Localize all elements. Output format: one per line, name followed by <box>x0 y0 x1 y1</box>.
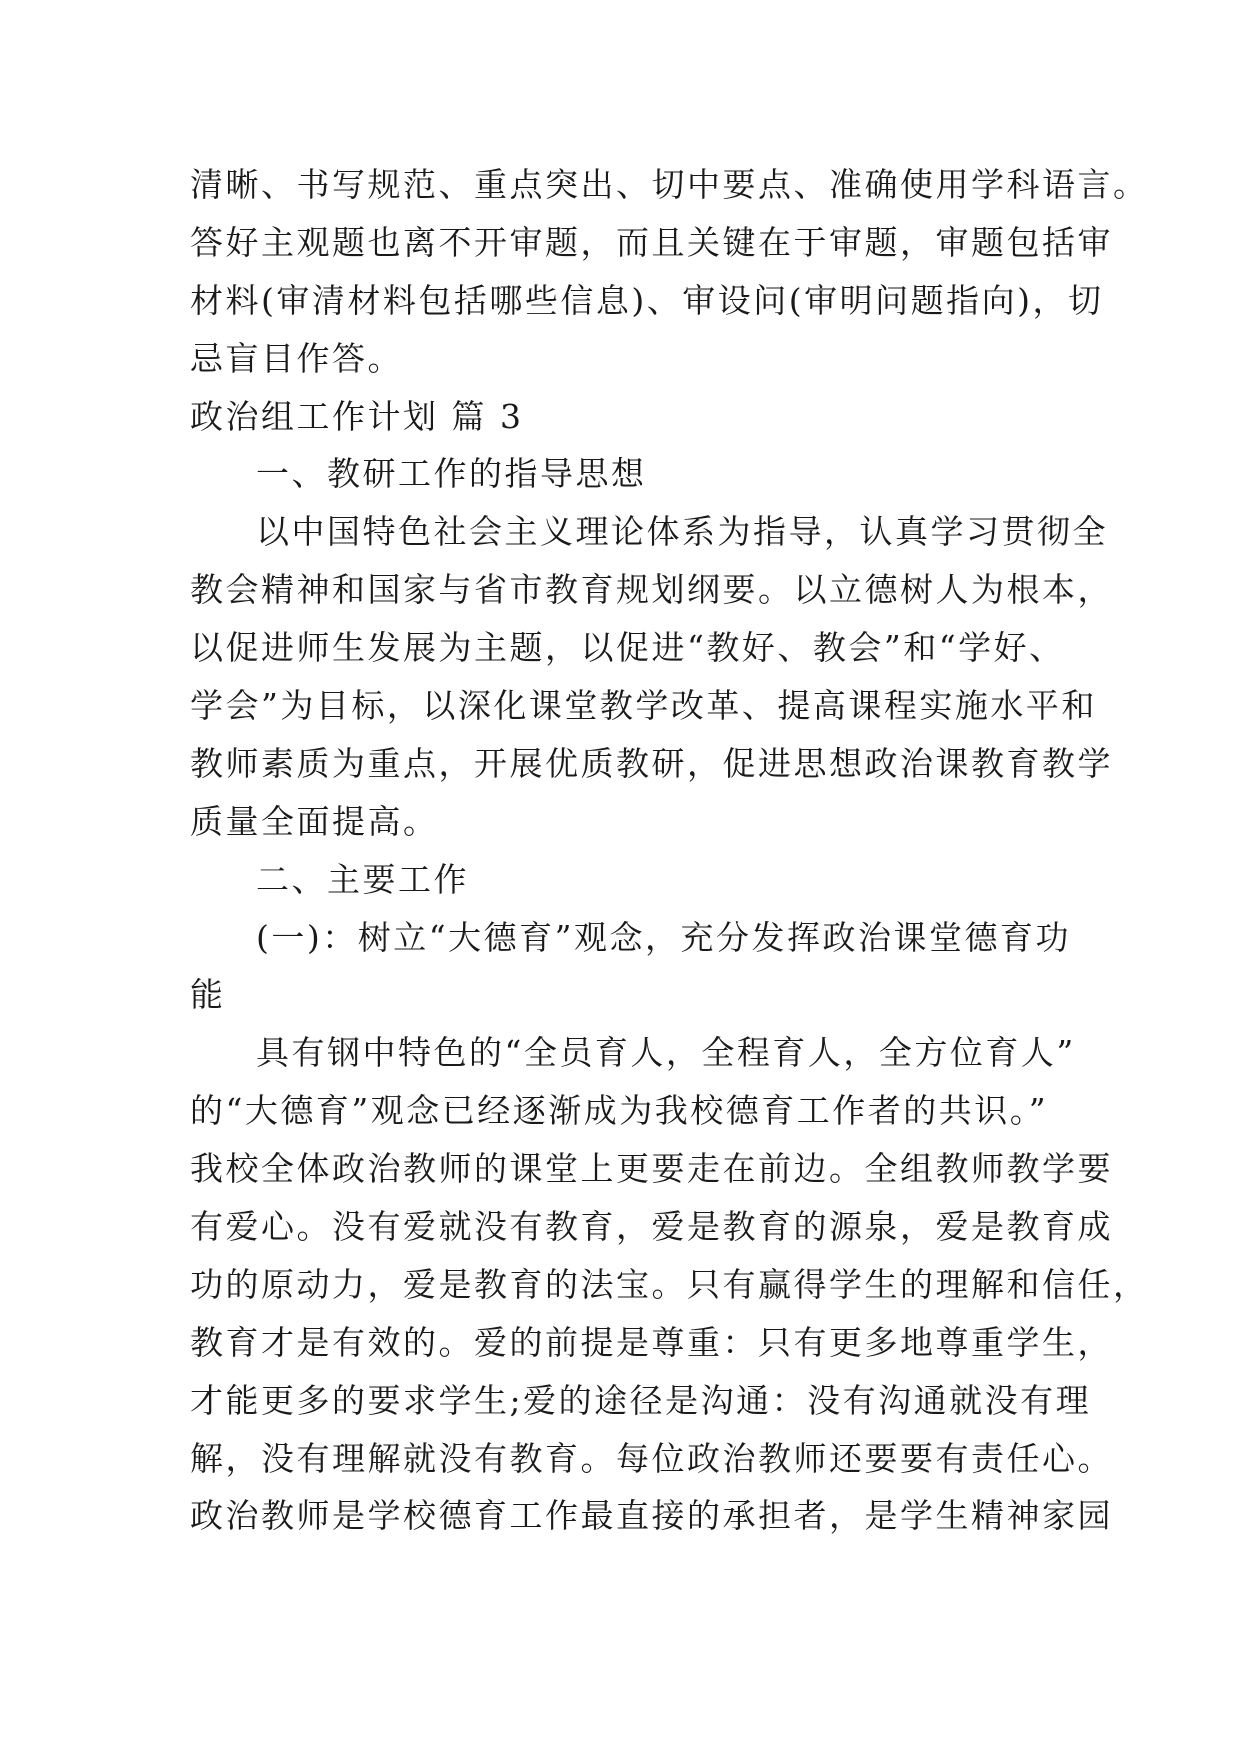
document-line: 材料(审清材料包括哪些信息)、审设问(审明问题指向)，切 <box>190 280 1104 320</box>
document-line: 忌盲目作答。 <box>190 338 403 378</box>
document-line: 解，没有理解就没有教育。每位政治教师还要要有责任心。 <box>190 1438 1113 1478</box>
document-body <box>190 156 1149 1545</box>
document-line: 有爱心。没有爱就没有教育，爱是教育的源泉，爱是教育成 <box>190 1207 1113 1247</box>
document-line: 一、教研工作的指导思想 <box>256 454 647 494</box>
document-line: 教师素质为重点，开展优质教研，促进思想政治课教育教学 <box>190 743 1113 783</box>
document-line: 质量全面提高。 <box>190 801 439 841</box>
document-line: 功的原动力，爱是教育的法宝。只有赢得学生的理解和信任， <box>190 1264 1149 1304</box>
document-line: 学会”为目标，以深化课堂教学改革、提高课程实施水平和 <box>190 686 1097 726</box>
document-line: 二、主要工作 <box>256 859 469 899</box>
document-line: 具有钢中特色的“全员育人，全程育人，全方位育人” <box>256 1033 1076 1073</box>
document-line: 的“大德育”观念已经逐渐成为我校德育工作者的共识。” <box>190 1091 1049 1131</box>
document-line: 以促进师生发展为主题，以促进“教好、教会”和“学好、 <box>190 628 1065 668</box>
document-line: 清晰、书写规范、重点突出、切中要点、准确使用学科语言。 <box>190 165 1149 204</box>
document-line: 政治组工作计划 篇 3 <box>190 396 524 436</box>
document-line: 答好主观题也离不开审题，而且关键在于审题，审题包括审 <box>190 222 1113 262</box>
document-line: 才能更多的要求学生;爱的途径是沟通：没有沟通就没有理 <box>190 1380 1092 1420</box>
document-line: (一)：树立“大德育”观念，充分发挥政治课堂德育功 <box>256 917 1071 957</box>
document-line: 教育才是有效的。爱的前提是尊重：只有更多地尊重学生， <box>190 1322 1113 1362</box>
document-line: 教会精神和国家与省市教育规划纲要。以立德树人为根本， <box>190 570 1113 610</box>
document-line: 我校全体政治教师的课堂上更要走在前边。全组教师教学要 <box>190 1149 1113 1189</box>
document-line: 政治教师是学校德育工作最直接的承担者，是学生精神家园 <box>190 1496 1113 1536</box>
document-line: 以中国特色社会主义理论体系为指导，认真学习贯彻全 <box>256 512 1108 552</box>
document-line: 能 <box>190 975 226 1015</box>
